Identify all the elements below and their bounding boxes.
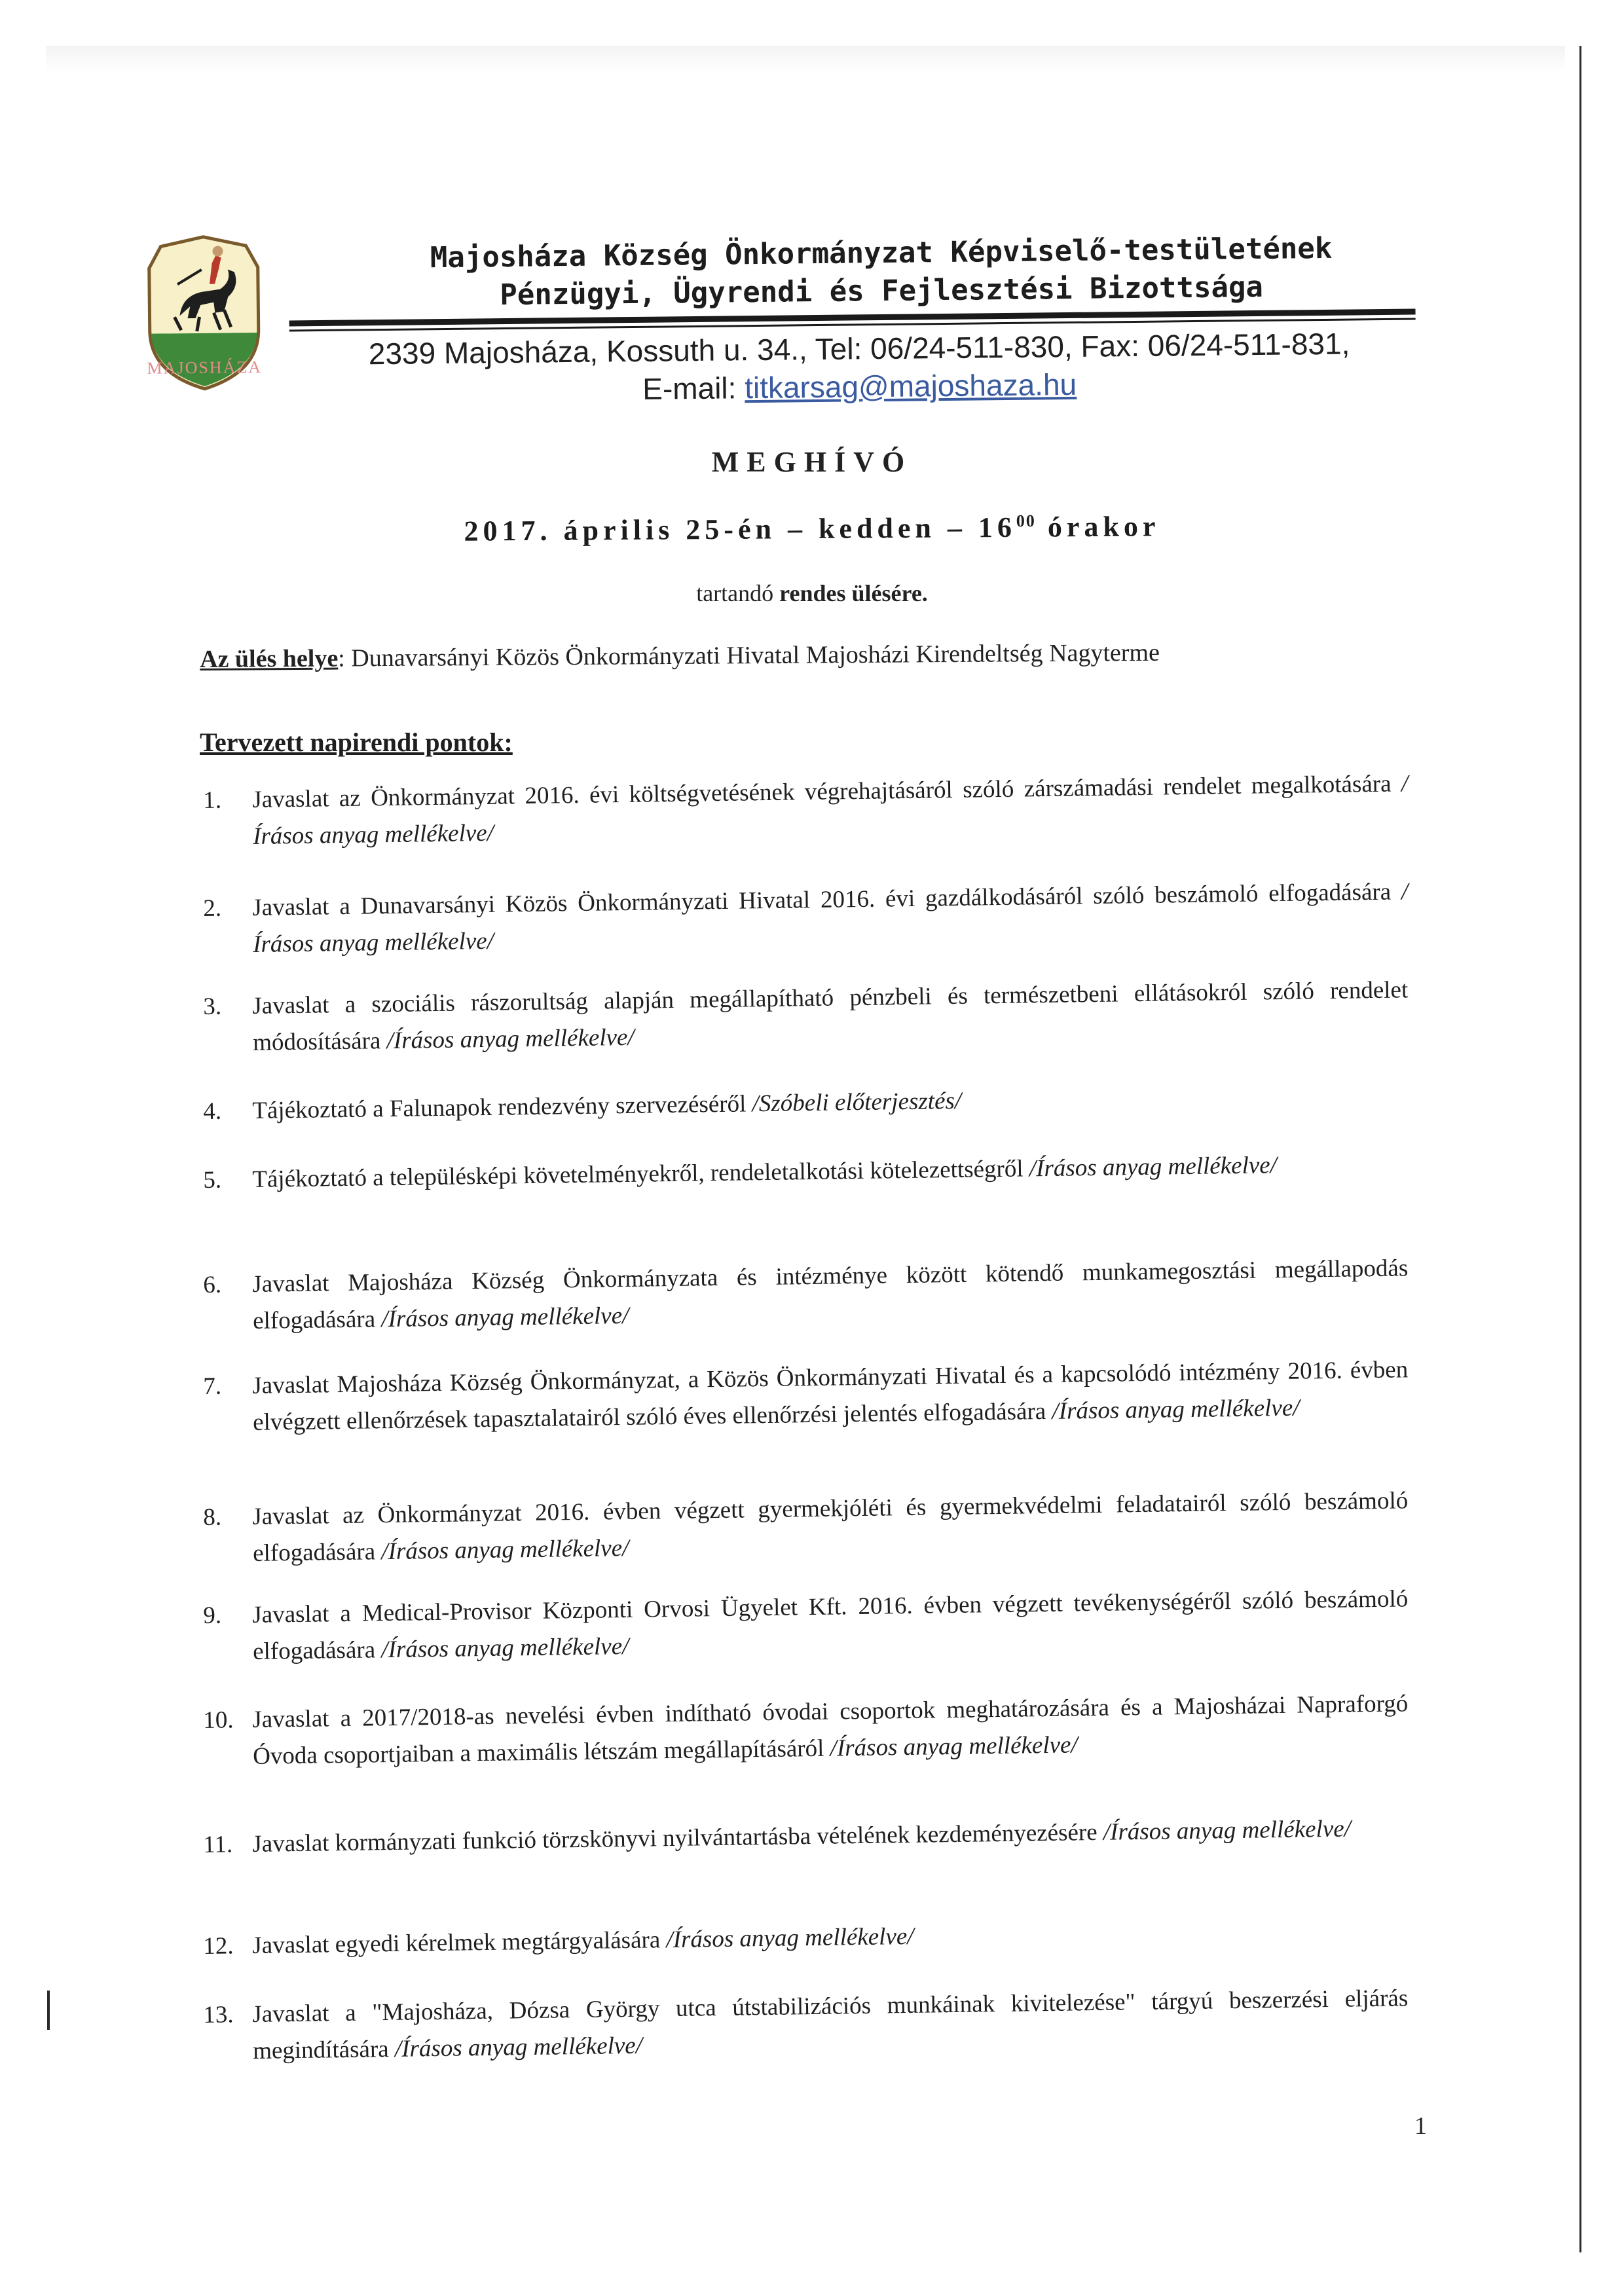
agenda-item-note: /Írásos anyag mellékelve/ bbox=[386, 1023, 635, 1055]
agenda-item bbox=[203, 765, 1409, 856]
agenda-item-text: Javaslat a "Majosháza, Dózsa György utca útstabilizációs munkáinak kivitelezése" tárgyú beszerzési eljárás megindítására bbox=[252, 1985, 1409, 2065]
agenda-item-text: Javaslat a Medical-Provisor Központi Orvosi Ügyelet Kft. 2016. évben végzett tevékenységéről szóló beszámoló elfogadására bbox=[252, 1585, 1409, 1665]
agenda-item-text-block bbox=[252, 1076, 1409, 1129]
page-number: 1 bbox=[1414, 2112, 1427, 2140]
agenda-item-text-block bbox=[252, 1581, 1409, 1670]
agenda-item-text: Javaslat a szociális rászorultság alapján megállapítható pénzbeli és természetbeni ellátásokról szóló rendelet módosítására bbox=[252, 976, 1409, 1056]
agenda-item bbox=[203, 1250, 1409, 1340]
meeting-type-prefix: tartandó bbox=[696, 580, 780, 606]
agenda-heading: Tervezett napirendi pontok: bbox=[200, 727, 513, 757]
agenda-item-text: Javaslat a 2017/2018-as nevelési évben indítható óvodai csoportok meghatározására és a Majosházai Napraforgó Óvoda csoportjaiban a maximális létszám megállapításáról bbox=[252, 1690, 1409, 1770]
crest-caption: MAJOSHÁZA bbox=[147, 357, 263, 378]
agenda-item-text-block bbox=[252, 1685, 1409, 1775]
agenda-item-text-block bbox=[252, 1482, 1409, 1572]
meeting-time-suffix: órakor bbox=[1035, 510, 1160, 543]
agenda-item-note: /Írásos anyag mellékelve/ bbox=[1052, 1394, 1300, 1425]
agenda-item-text: Javaslat a Dunavarsányi Közös Önkormányzati Hivatal 2016. évi gazdálkodásáról szóló beszámoló elfogadására bbox=[252, 878, 1402, 921]
agenda-item-note: /Írásos anyag mellékelve/ bbox=[1029, 1152, 1278, 1183]
organization-line-2: Pénzügyi, Ügyrendi és Fejlesztési Bizottsága bbox=[500, 270, 1264, 312]
agenda-item-number: 10. bbox=[203, 1706, 234, 1734]
agenda-item bbox=[203, 1482, 1409, 1573]
agenda-item-text-block bbox=[252, 1911, 1409, 1964]
document-title: MEGHÍVÓ bbox=[711, 446, 913, 478]
meeting-date: 2017. április 25-én – kedden – 16 bbox=[464, 511, 1017, 547]
agenda-item bbox=[203, 873, 1409, 964]
email-label: E-mail: bbox=[642, 371, 737, 406]
agenda-item bbox=[203, 972, 1409, 1062]
meeting-place-value: Dunavarsányi Közös Önkormányzati Hivatal Majosházi Kirendeltség Nagyterme bbox=[351, 638, 1160, 672]
email-link[interactable]: titkarsag@majoshaza.hu bbox=[744, 367, 1077, 405]
agenda-item-number: 8. bbox=[203, 1503, 222, 1531]
agenda-item-number: 13. bbox=[203, 2001, 234, 2029]
agenda-item-text: Javaslat egyedi kérelmek megtárgyalására bbox=[252, 1926, 667, 1959]
agenda-item bbox=[203, 1145, 1409, 1199]
agenda-item-note: /Írásos anyag mellékelve/ bbox=[252, 770, 1409, 850]
agenda-item bbox=[203, 1980, 1409, 2070]
meeting-hour-superscript: 00 bbox=[1016, 511, 1036, 531]
agenda-item-note: /Írásos anyag mellékelve/ bbox=[1103, 1815, 1352, 1846]
agenda-item-text: Tájékoztató a Falunapok rendezvény szervezéséről bbox=[252, 1090, 752, 1124]
agenda-item-text-block bbox=[252, 1351, 1409, 1441]
agenda-item-note: /Írásos anyag mellékelve/ bbox=[830, 1731, 1078, 1762]
meeting-place-separator: : bbox=[338, 644, 352, 672]
agenda-item-text: Javaslat Majosháza Község Önkormányzata és intézménye között kötendő munkamegosztási megállapodás elfogadására bbox=[252, 1255, 1409, 1334]
agenda-item-number: 12. bbox=[203, 1932, 234, 1960]
agenda-item bbox=[203, 1076, 1409, 1130]
agenda-item-text: Javaslat Majosháza Község Önkormányzat, a Közös Önkormányzati Hivatal és a kapcsolódó intézmény 2016. évben elvégzett ellenőrzések tapasztalatairól szóló éves ellenőrzési jelentés elfogadására bbox=[252, 1356, 1409, 1436]
agenda-item-text-block bbox=[252, 873, 1409, 963]
organization-line-1: Majosháza Község Önkormányzat Képviselő-testületének bbox=[430, 231, 1333, 275]
agenda-item-text-block bbox=[252, 1980, 1409, 2070]
agenda-item bbox=[203, 1581, 1409, 1671]
meeting-type-bold: rendes ülésére. bbox=[779, 580, 928, 606]
agenda-item-note: /Írásos anyag mellékelve/ bbox=[252, 878, 1409, 958]
address-line: 2339 Majosháza, Kossuth u. 34., Tel: 06/24-511-830, Fax: 06/24-511-831, bbox=[368, 326, 1350, 371]
agenda-item-number: 3. bbox=[203, 993, 222, 1020]
agenda-item bbox=[203, 1685, 1409, 1776]
agenda-item-note: /Írásos anyag mellékelve/ bbox=[666, 1922, 914, 1954]
agenda-item-text: Javaslat az Önkormányzat 2016. évben végzett gyermekjóléti és gyermekvédelmi feladatairól szóló beszámoló elfogadására bbox=[252, 1487, 1409, 1567]
agenda-item-text-block bbox=[252, 765, 1409, 855]
agenda-item-number: 4. bbox=[203, 1097, 222, 1125]
agenda-item-number: 6. bbox=[203, 1271, 222, 1298]
agenda-item-note: /Írásos anyag mellékelve/ bbox=[381, 1534, 629, 1566]
agenda-item-text-block bbox=[252, 1145, 1409, 1198]
agenda-item-note: /Írásos anyag mellékelve/ bbox=[381, 1632, 629, 1664]
agenda-item-number: 9. bbox=[203, 1602, 222, 1629]
agenda-item-number: 7. bbox=[203, 1372, 222, 1400]
agenda-item-text-block bbox=[252, 1810, 1409, 1863]
agenda-item-number: 2. bbox=[203, 894, 222, 922]
agenda-item-note: /Szóbeli előterjesztés/ bbox=[752, 1087, 962, 1118]
agenda-item-note: /Írásos anyag mellékelve/ bbox=[394, 2032, 643, 2063]
agenda-item bbox=[203, 1810, 1409, 1864]
agenda-item-number: 5. bbox=[203, 1166, 222, 1194]
agenda-item-text: Javaslat kormányzati funkció törzskönyvi nyilvántartásba vételének kezdeményezésére bbox=[252, 1818, 1104, 1858]
agenda-item-text-block bbox=[252, 1250, 1409, 1340]
agenda-item-note: /Írásos anyag mellékelve/ bbox=[381, 1302, 629, 1333]
agenda-item-number: 11. bbox=[203, 1831, 233, 1858]
agenda-item bbox=[203, 1351, 1409, 1442]
meeting-place-label: Az ülés helye bbox=[200, 644, 339, 673]
agenda-item-text: Javaslat az Önkormányzat 2016. évi költségvetésének végrehajtásáról szóló zárszámadási rendelet megalkotására bbox=[252, 770, 1402, 813]
agenda-item-text: Tájékoztató a településképi követelményekről, rendeletalkotási kötelezettségről bbox=[252, 1155, 1030, 1193]
agenda-item bbox=[203, 1911, 1409, 1965]
agenda-item-text-block bbox=[252, 972, 1409, 1061]
agenda-item-number: 1. bbox=[203, 786, 222, 814]
